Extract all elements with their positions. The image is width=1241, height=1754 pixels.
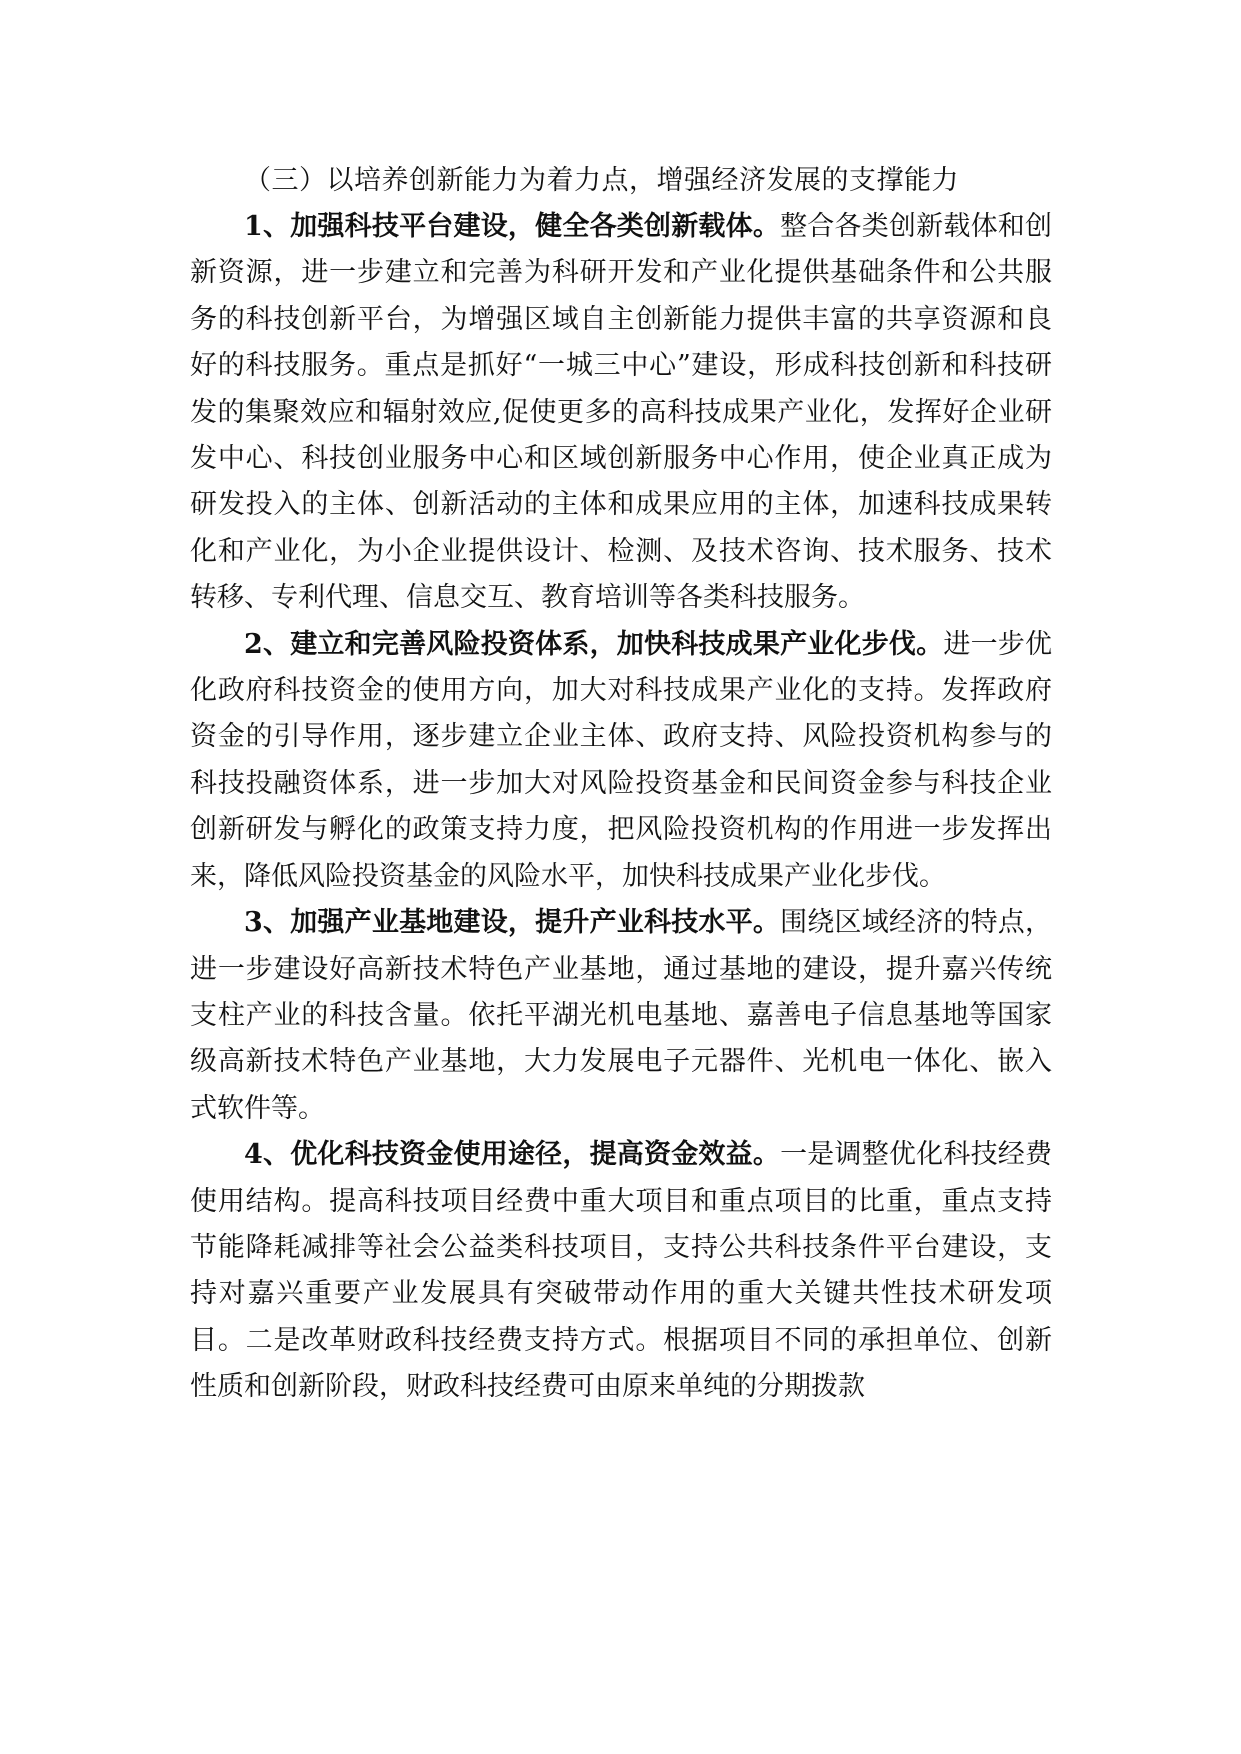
paragraph-2-body: 进一步优化政府科技资金的使用方向，加大对科技成果产业化的支持。发挥政府资金的引导作用，逐步建立企业主体、政府支持、风险投资机构参与的科技投融资体系，进一步加大对风险投资基金和民间资金参与科技企业创新研发与孵化的政策支持力度，把风险投资机构的作用进一步发挥出来，降低风险投资基金的风险水平，加快科技成果产业化步伐。 [190,628,1053,892]
paragraph-1-lead: 1、加强科技平台建设，健全各类创新载体。 [244,211,781,242]
paragraph-4-lead: 4、优化科技资金使用途径，提高资金效益。 [244,1139,781,1171]
paragraph-1-body: 整合各类创新载体和创新资源，进一步建立和完善为科研开发和产业化提供基础条件和公共服务的科技创新平台，为增强区域自主创新能力提供丰富的共享资源和良好的科技服务。重点是抓好“一城三中心”建设，形成科技创新和科技研发的集聚效应和辐射效应,促使更多的高科技成果产业化，发挥好企业研发中心、科技创业服务中心和区域创新服务中心作用，使企业真正成为研发投入的主体、创新活动的主体和成果应用的主体，加速科技成果转化和产业化，为小企业提供设计、检测、及技术咨询、技术服务、技术转移、专利代理、信息交互、教育培训等各类科技服务。 [190,211,1053,614]
paragraph-2-lead: 2、建立和完善风险投资体系，加快科技成果产业化步伐。 [244,628,944,660]
paragraph-3-body: 围绕区域经济的特点，进一步建设好高新技术特色产业基地，通过基地的建设，提升嘉兴传统支柱产业的科技含量。依托平湖光机电基地、嘉善电子信息基地等国家级高新技术特色产业基地，大力发展电子元器件、光机电一体化、嵌入式软件等。 [190,907,1053,1124]
document-page [190,158,1052,1411]
paragraph-3-lead: 3、加强产业基地建设，提升产业科技水平。 [244,907,781,939]
paragraph-1 [190,204,1052,622]
paragraph-2 [190,622,1052,900]
paragraph-4-body: 一是调整优化科技经费使用结构。提高科技项目经费中重大项目和重点项目的比重，重点支持节能降耗减排等社会公益类科技项目，支持公共科技条件平台建设，支持对嘉兴重要产业发展具有突破带动作用的重大关键共性技术研发项目。二是改革财政科技经费支持方式。根据项目不同的承担单位、创新性质和创新阶段，财政科技经费可由原来单纯的分期拨款 [190,1139,1053,1403]
section-heading: （三）以培养创新能力为着力点，增强经济发展的支撑能力 [244,165,959,196]
paragraph-3 [190,900,1052,1132]
paragraph-4 [190,1132,1052,1410]
